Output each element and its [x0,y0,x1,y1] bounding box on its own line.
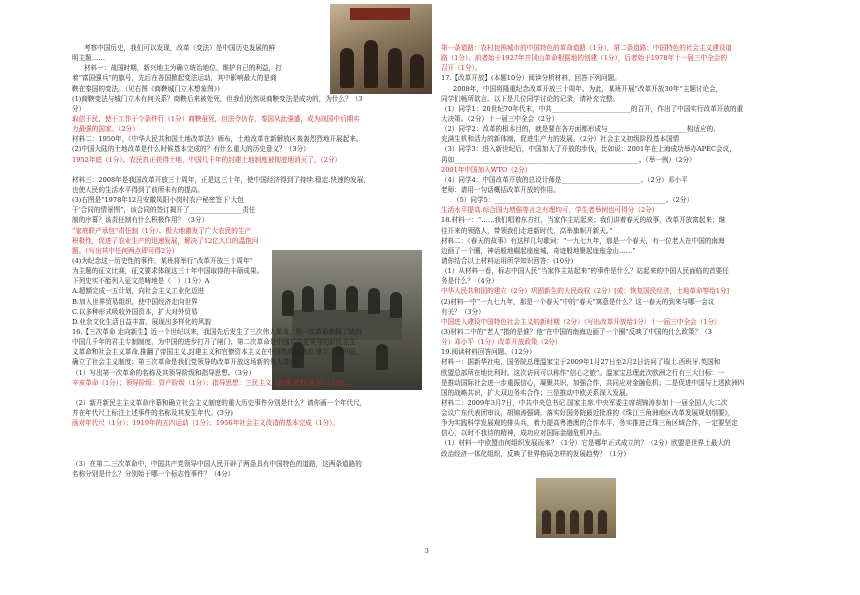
right-text-line: 17.【改革开放】(本题10分）阅读分析材料，回答下列问题。 [441,74,621,83]
right-text-line: 务是什么？（4分） [441,277,498,286]
right-text-line: 2008年，中国将隆重纪念改革开放三十周年。为此，某班开展“改革开放30年”主题讨论会， [453,84,723,93]
right-text-line: 充满生机和活力的新体制，促进生产力的发展。（2分）社会主义初级阶段基本国情 [441,135,680,144]
left-text-line: 并在年代尺上标注上述事件的名称及其发生年代。(3分) [72,409,233,418]
right-text-line: 召开（1分）。 [441,64,482,73]
history-event-photo [536,478,616,538]
right-text-line: 政治经济一体化组织，反映了世界格局怎样的发展趋势？（1分） [441,449,630,458]
right-text-line: (2)材料一中“一九七九年，那是一个春天”中的“春天”寓意是什么？这一春天的到来与哪一会议 [441,297,715,306]
right-text-line: 会议广东代表团审议，胡锦涛强调，落实好国务院最近批准的《珠江三角洲地区改革发展规划纲要》， [441,409,735,418]
right-column [441,43,811,459]
page-number: 3 [425,548,429,555]
right-text-line: 往开来的领路人，带领我们走进新时代，高举旗帜开新天。” [441,226,613,235]
right-text-line: 请你结合以上材料运用所学知识回答：(10分) [441,256,574,265]
left-text-line: B.加入世界贸易组织，使中国经济走向世界 [72,297,198,306]
right-text-line: 同学们畅所欲言。以下是几位同学讨论的记录，请补充完整。 [441,94,620,103]
right-text-line: （1）材料一中欧盟由何组织发展而来？（1分）它是哪年正式成立的？（2分）欧盟是世界上最大的 [441,439,731,448]
left-text-line: 16.【三次革命 走向新生】近一个世纪以来，我国先后发生了三次伟大革命。第一次革命推翻了统治 [72,327,362,336]
right-text-line: 19.阅读材料回答问题。（12分） [441,348,536,357]
right-text-line: 2001年中国加入WTO（2分） [441,165,532,174]
left-text-line: 辛亥革命（1分）；领导阶级：资产阶级（1分）；指导思想：三民主义（民族.民权.民生）(1分)。 [72,378,352,387]
left-text-line: 材料一：战国时期，新兴地主为确立统治地位，维护自己的利益，打 [84,64,282,73]
left-text-line: 义革命和社会主义革命,推翻了帝国主义.封建主义和官僚资本主义在中国的黑暗统治,建立了新中国, [72,348,358,357]
left-text-line: 干’合同的情景图”，该合同的签订揭开了________________责任 [72,206,256,215]
left-text-line: 制的序幕？该责任制有什么积极作用？（3分） [72,216,209,225]
left-text-line [72,449,427,459]
left-text-line: “家庭联产承包”责任制（1分）。极大地激发了广大农民的生产 [72,226,252,235]
left-text-line: 确立了社会主义制度；第三次革命是我们党领导的改革开放这场新的伟大革命。 [72,358,303,367]
right-text-line: （2）同学2：改革的根本目的，就是要在各方面都形成与________________________相适应的、 [441,125,720,134]
left-text-line: （3）在第二.三次革命中，中国共产党领导中国人民开辟了两条具有中国特色的道路，这两条道路的 [72,459,362,468]
left-text-line: 明主题…… [72,54,105,63]
right-text-line: 18.材料一：“……我们唱着东方红，当家作主站起来；我们讲着春天的故事，改革开放富起来；继 [441,216,726,225]
right-text-line: 分）邓小平（1分）改革开放政策（2分） [441,338,562,347]
right-text-line: （1）从材料一看，标志中国人民“当家作主站起来”的事件是什么？站起来的中国人民面临的首要任 [441,267,729,276]
left-text-line: 下列史实不能列入征文范畴地是（ ）（1分）A [72,277,210,286]
left-text-line: 中国几千年的君主专制制度，为中国的进步打开了闸门；第二次革命是中国共产党领导的新民主主 [72,338,356,347]
left-text-line: 为主题的征文比赛，征文要求体现这三十年中国取得的丰硕成果。 [72,267,264,276]
right-text-line: 欧盟总部所在地比利时。这次访问可以称作“信心之旅”。温家宝总理此次欧洲之行有三大目标：一 [441,368,725,377]
right-text-line: 国的战略共识，扩大双边务实合作；三是推动中欧关系深入发展。 [441,388,633,397]
right-text-line: 材料二：2009年3月7日，中共中央总书记.国家主席.中央军委主席胡锦涛参加十一届全国人大二次 [441,398,728,407]
right-text-line: （5）同学5：____________________________________________________。（2分） [453,196,694,205]
left-text-line: A.超额完成一五计划，向社会主义工业化迈进 [72,287,205,296]
left-text-line: 着“富国强兵”的旗号，先后在各国掀起变法运动，其中影响最大的是商 [72,74,277,83]
right-text-line: （4）同学4：中国改革开放的总设计师是________________________。（2分）邓小平 [441,175,688,184]
right-text-line: 大决策。（2分）十一届三中全会（2分） [441,114,559,123]
left-text-line: （1）写出第一次革命的名称及其领导阶级和指导思想。（3分） [72,368,256,377]
left-text-line: 名称分别是什么？分别始于哪一个标志性事件？（4分） [72,469,235,478]
left-text-line: 画对年代尺（1分）；1919年的五四运动（1分）；1956年社会主义改造的基本完成（1分）。 [72,419,340,428]
left-text-line: 鞅在秦国的变法。（见右图《商鞅城门立木想象图》） [72,84,224,93]
right-text-line: 路（1分）。前者始于1927年井冈山革命根据地的创建（1分），后者始于1978年十一届三中全会的 [441,54,727,63]
left-text-line: D.业余文化生活日益丰富，展现出多样化的风貌 [72,317,212,326]
left-text-line: (2)中国大陆的土地改革是什么时候基本完成的？有什么重大的历史意义？（3分） [72,145,310,154]
right-text-line: 中华人民共和国的建立（2分）巩固新生的人民政权（2分）[或：恢复国民经济，土地革命等给1分] [441,287,730,296]
right-text-line: 信心，以时不我待的精神，成功应对国际金融危机冲击。 [441,429,606,438]
right-text-line: 第一条道路：农村包围城市的中国特色的革命道路（1分），第二条道路：中国特色的社会主义建设道 [441,44,733,52]
left-text-line: 考察中国历史，我们可以发现，改革（变法）是中国历史发展的鲜 [84,44,276,52]
left-text-line [72,428,427,438]
left-text-line: (4)为纪念这一历史性的事件，某班将举行“改革开放三十周年” [72,256,253,265]
left-text-line: C.以多种形式吸收外国资本，扩大对外贸易 [72,307,198,316]
left-text-line [72,438,427,448]
left-text-line [72,388,427,398]
left-text-line: 材料三：2008年是我国改革开放三十周年，正是这三十年，使中国经济得到了持续.稳定.快速的发展， [72,175,370,184]
right-text-line: （3）同学3：进入新世纪后，中国加大了开放的步伐，比如说：2001年在上海成功举办APEC会议， [441,145,736,154]
right-text-line: 材料一：据新华社电，国务院总理温家宝于2009年1月27日至2月2日访问了瑞士.西班牙.英国和 [441,358,721,367]
left-text-line: （2）新开新民主主义革命序幕和确立社会主义制度的重大历史事件分别是什么？请你画一个年代尺， [72,398,367,407]
left-text-line: 力最强的国家。（2分） [72,125,139,134]
right-text-line: 有关？（3分） [441,307,485,316]
left-text-line: (1)商鞅变法与城门立木有何关系？商鞅后来被处死，但我们仍然说商鞅变法是成功的，为什么？（3 [72,94,363,103]
right-text-line: 材料二：《春天的故事》有这样几句歌词：“一九七九年，那是一个春天，有一位老人在中国的南海 [441,236,725,245]
right-text-line: 老师：请用一句话概括改革开放的作用。 [441,185,560,194]
left-text-line: 题。（写出其中任何两点即可得2分） [72,246,179,255]
left-text-line: 积极性，促进了农业生产的迅速发展，解决了12亿人口的温饱问 [72,236,259,245]
right-text-line: 是推动国际社会进一步重振信心，凝聚共识，加强合作，共同应对金融危机；二是促进中国与上述欧洲四 [441,378,745,387]
left-text-line [72,165,427,175]
left-text-line: 材料二：1950年，《中华人民共和国土地改革法》颁布，土地改革在新解放区轰轰烈烈地开展起来。 [72,135,363,144]
left-text-line: 1952年底（1分）。农民真正获得土地，中国几千年的封建土地制度被彻底地消灭了。（2分） [72,155,342,164]
left-text-line: (3)右图是“1978年12月安徽凤阳小岗村农户秘密签下‘大包 [72,196,244,205]
right-text-line: 生活水平提高.综合国力增强等言之有理均可，学生者举例也可得分（2分） [441,206,659,215]
right-text-line: （1）同学1：20世纪70年代末，中共________________________的召开，作出了中国实行改革开放的重 [441,104,744,113]
right-text-line: 再如________________________________________________________。（举一例）（2分） [441,155,696,164]
right-text-line: 边画了一个圈，神话般地崛起座座城，奇迹般地聚起座座金山……” [441,246,636,255]
left-column [72,43,427,479]
right-text-line: (3)材料二中的“老人”指的是谁？他“在中国的南海边画了一个圈”反映了中国的什么政策？（3 [441,327,712,336]
left-text-line: 取信于民，使于工作于个条件行（1分）商鞅虽死，但法令仍存，秦国从此强盛，成为战国中后期实 [72,114,360,123]
right-text-line: 争为实践科学发展观的排头兵，着力提高粤港澳的合作水平，务实推进泛珠三角区域合作，一定要坚定 [441,419,738,428]
right-text-line: 中国进入建设中国特色社会主义的新时期（2分）（写出改革开放给1分）十一届三中全会（1分） [441,317,721,326]
left-text-line: 分） [72,104,86,113]
left-text-line: 也使人民的生活水平得到了前所未有的提高。 [72,185,204,194]
